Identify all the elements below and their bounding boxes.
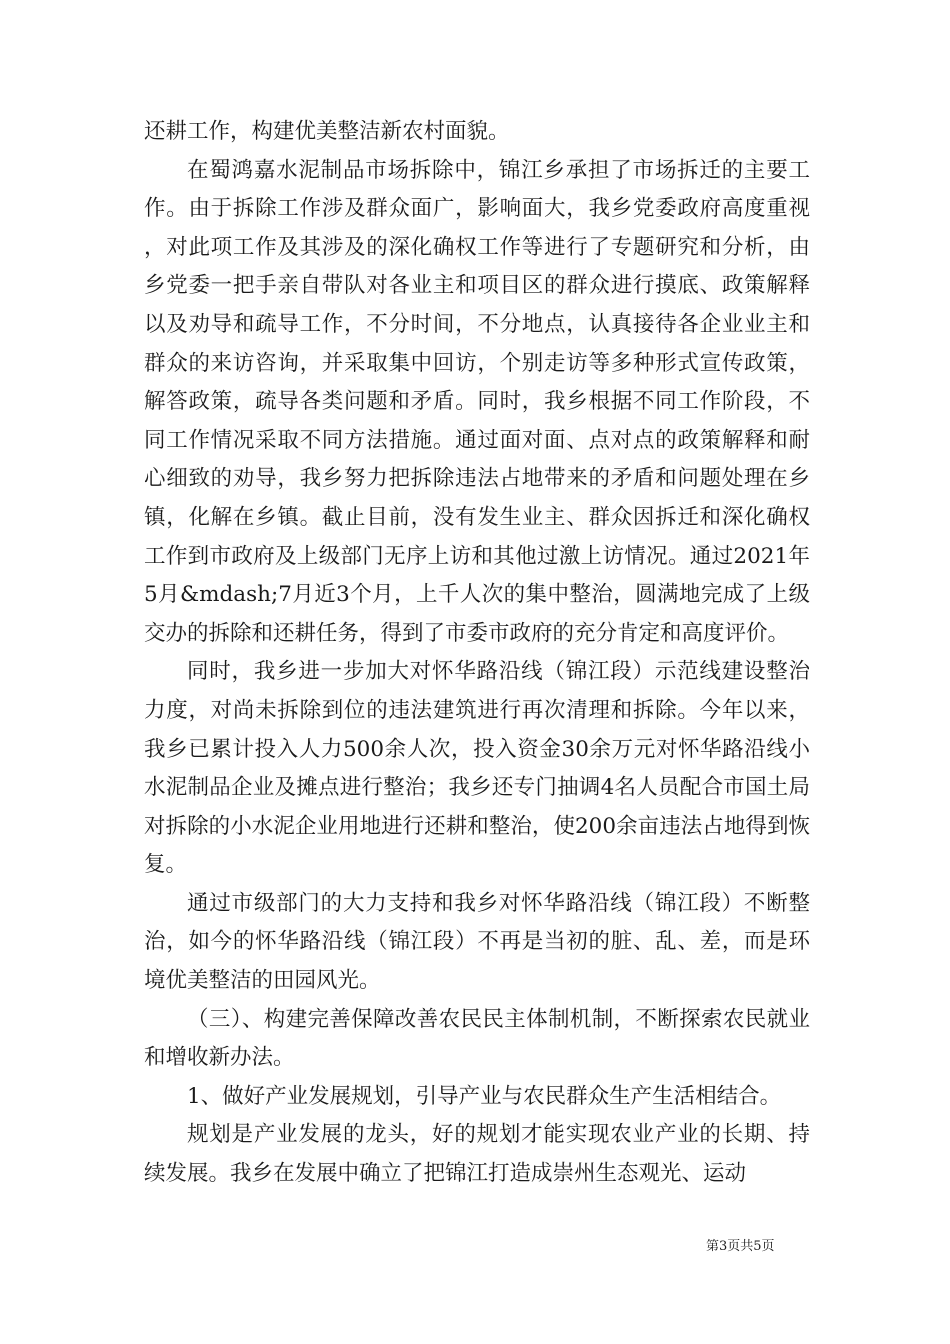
- paragraph-3: 同时，我乡进一步加大对怀华路沿线（锦江段）示范线建设整治力度，对尚未拆除到位的违法建筑进行再次清理和拆除。今年以来，我乡已累计投入人力500余人次，投入资金30余万元对怀华路沿线小水泥制品企业及摊点进行整治；我乡还专门抽调4名人员配合市国土局对拆除的小水泥企业用地进行还耕和整治，使200余亩违法占地得到恢复。: [144, 659, 810, 878]
- subsection-heading: 1、做好产业发展规划，引导产业与农民群众生产生活相结合。: [187, 1083, 782, 1109]
- paragraph-1: 还耕工作，构建优美整洁新农村面貌。: [144, 119, 510, 144]
- page-number-footer: 第3页共5页: [706, 1239, 775, 1254]
- paragraph-4: 通过市级部门的大力支持和我乡对怀华路沿线（锦江段）不断整治，如今的怀华路沿线（锦江段）不再是当初的脏、乱、差，而是环境优美整洁的田园风光。: [144, 890, 810, 994]
- section-heading: （三）、构建完善保障改善农民民主体制机制，不断探索农民就业和增收新办法。: [144, 1006, 810, 1071]
- document-body: [144, 113, 810, 1194]
- paragraph-7: 规划是产业发展的龙头，好的规划才能实现农业产业的长期、持续发展。我乡在发展中确立了把锦江打造成崇州生态观光、运动: [144, 1122, 810, 1187]
- paragraph-2: 在蜀鸿嘉水泥制品市场拆除中，锦江乡承担了市场拆迁的主要工作。由于拆除工作涉及群众面广，影响面大，我乡党委政府高度重视，对此项工作及其涉及的深化确权工作等进行了专题研究和分析，由乡党委一把手亲自带队对各业主和项目区的群众进行摸底、政策解释以及劝导和疏导工作，不分时间，不分地点，认真接待各企业业主和群众的来访咨询，并采取集中回访，个别走访等多种形式宣传政策，解答政策，疏导各类问题和矛盾。同时，我乡根据不同工作阶段，不同工作情况采取不同方法措施。通过面对面、点对点的政策解释和耐心细致的劝导，我乡努力把拆除违法占地带来的矛盾和问题处理在乡镇，化解在乡镇。截止目前，没有发生业主、群众因拆迁和深化确权工作到市政府及上级部门无序上访和其他过激上访情况。通过2021年5月&mdash;7月近3个月，上千人次的集中整治，圆满地完成了上级交办的拆除和还耕任务，得到了市委市政府的充分肯定和高度评价。: [144, 157, 810, 646]
